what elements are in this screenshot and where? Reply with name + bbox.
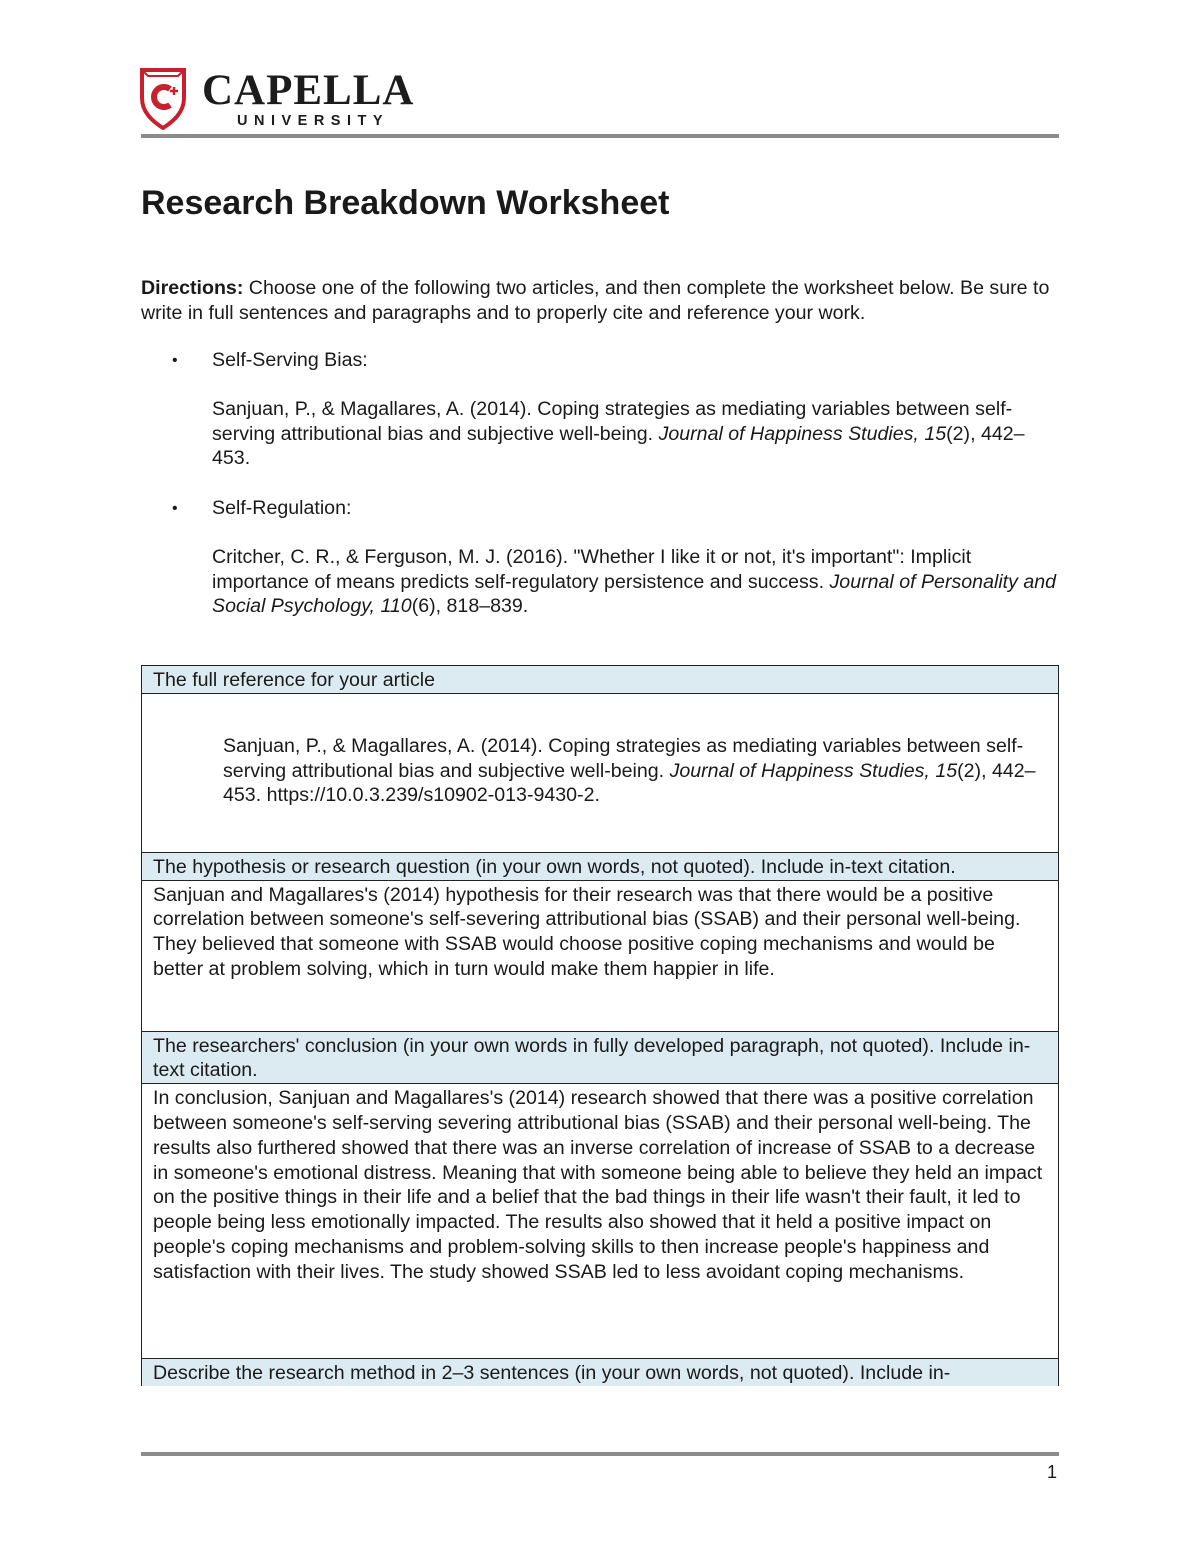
logo-name: CAPELLA	[202, 67, 415, 114]
directions-label: Directions:	[141, 277, 244, 299]
bullet-icon: •	[172, 500, 178, 517]
hypothesis-answer[interactable]: Sanjuan and Magallares's (2014) hypothesis for their research was that there would be a positive correlation between someone's self-severing attributional bias (SSAB) and their personal well-being. They believed that someone with SSAB would choose positive coping mechanisms and would be better at problem solving, which in turn would make them happier in life.	[142, 880, 1059, 1031]
reference-text: Sanjuan, P., & Magallares, A. (2014). Coping strategies as mediating variables between self-serving attributional bias and subjective well-being.	[212, 398, 1013, 445]
table-row	[142, 1031, 1059, 1084]
page-title: Research Breakdown Worksheet	[141, 184, 670, 222]
conclusion-header: The researchers' conclusion (in your own words in fully developed paragraph, not quoted). Include in-text citation.	[142, 1031, 1059, 1084]
page-number: 1	[1047, 1462, 1058, 1482]
header-rule	[141, 134, 1059, 138]
footer-rule	[141, 1452, 1059, 1456]
reference-answer-cell[interactable]	[142, 693, 1059, 852]
reference-doi: (2), 442–453. https://10.0.3.239/s10902-013-9430-2.	[223, 759, 1036, 807]
bullet-icon: •	[172, 352, 178, 369]
directions-text: Choose one of the following two articles, and then complete the worksheet below. Be sure to write in full sentences and paragraphs and to properly cite and reference your work.	[141, 277, 1050, 324]
journal-name: Journal of Happiness Studies, 15	[658, 422, 947, 445]
capella-shield-icon	[140, 68, 186, 130]
table-row	[142, 666, 1059, 694]
article-topic: Self-Regulation:	[212, 497, 352, 519]
journal-name: Journal of Personality and Social Psychology, 110	[212, 570, 1057, 618]
worksheet-table	[141, 665, 1059, 1386]
article-topic: Self-Serving Bias:	[212, 349, 368, 371]
directions	[141, 276, 1071, 326]
table-row	[142, 852, 1059, 880]
table-row	[142, 1084, 1059, 1359]
reference-text: Critcher, C. R., & Ferguson, M. J. (2016). "Whether I like it or not, it's important": Implicit importance of means predicts self-regulatory persistence and success.	[212, 546, 972, 593]
reference-header: The full reference for your article	[142, 666, 1059, 694]
table-row	[142, 693, 1059, 852]
article-reference	[212, 397, 1062, 471]
table-row	[142, 1359, 1059, 1386]
reference-answer	[153, 696, 1048, 808]
conclusion-answer[interactable]: In conclusion, Sanjuan and Magallares's (2014) research showed that there was a positive correlation between someone's self-serving severing attributional bias (SSAB) and their personal well-being. The results also furthered showed that there was an inverse correlation of increase of SSAB to a decrease in someone's emotional distress. Meaning that with someone being able to believe they held an impact on the positive things in their life and a belief that the bad things in their life wasn't their fault, it led to people being less emotionally impacted. The results also showed that it held a positive impact on people's coping mechanisms and problem-solving skills to then increase people's happiness and satisfaction with their lives. The study showed SSAB led to less avoidant coping mechanisms.	[142, 1084, 1059, 1359]
reference-pages: (2), 442–453.	[212, 422, 1025, 470]
logo-subtitle: UNIVERSITY	[237, 113, 390, 129]
table-row	[142, 880, 1059, 1031]
reference-pages: (6), 818–839.	[411, 595, 529, 618]
article-reference	[212, 545, 1062, 619]
method-header: Describe the research method in 2–3 sentences (in your own words, not quoted). Include in-	[142, 1359, 1059, 1386]
reference-text: Sanjuan, P., & Magallares, A. (2014). Coping strategies as mediating variables between self-serving attributional bias and subjective well-being.	[223, 734, 1024, 782]
hypothesis-header: The hypothesis or research question (in your own words, not quoted). Include in-text citation.	[142, 852, 1059, 880]
journal-name: Journal of Happiness Studies, 15	[669, 759, 958, 782]
